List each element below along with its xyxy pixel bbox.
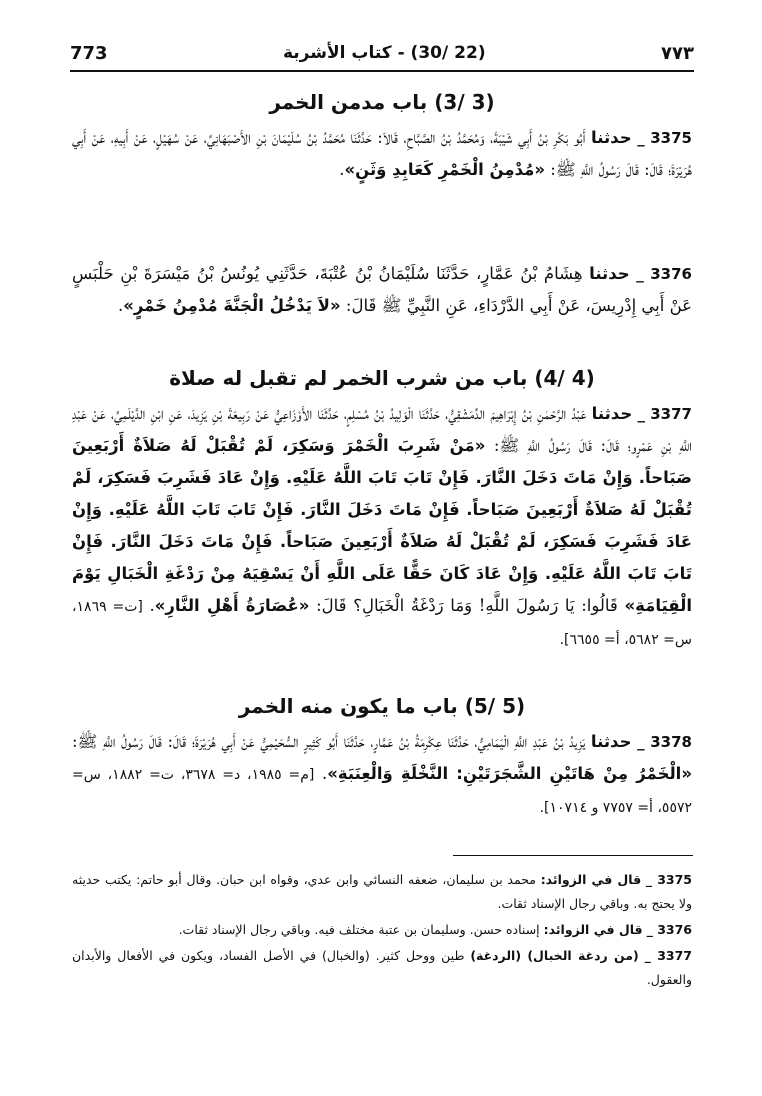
matn-text: «مَنْ شَرِبَ الْخَمْرَ وَسَكِرَ، لَمْ تُقْبَلْ لَهُ صَلاَةٌ أَرْبَعِينَ صَبَاحاً. وَإِنْ مَاتَ دَخَلَ النَّارَ. فَإِنْ تَابَ تَابَ اللَّهُ عَلَيْهِ. وَإِنْ عَادَ فَشَرِبَ فَسَكِرَ، لَمْ تُقْبَلْ لَهُ صَلاَةٌ أَرْبَعِينَ صَبَاحاً. فَإِنْ مَاتَ دَخَلَ النَّارَ. فَإِنْ تَابَ تَابَ اللَّهُ عَلَيْهِ. وَإِنْ عَادَ فَشَرِبَ فَسَكِرَ، لَمْ تُقْبَلْ لَهُ صَلاَةٌ أَرْبَعِينَ صَبَاحاً. فَإِنْ مَاتَ دَخَلَ النَّارَ. فَإِنْ تَابَ تَابَ اللَّهُ عَلَيْهِ. وَإِنْ عَادَ كَانَ حَقًّا عَلَى اللَّهِ أَنْ يَسْقِيَهُ مِنْ رَدْغَةِ الْخَبَالِ يَوْمَ الْقِيَامَةِ»	[72, 436, 693, 615]
matn-text: «الْخَمْرُ مِنْ هَاتَيْنِ الشَّجَرَتَيْنِ: النَّخْلَةِ وَالْعِنَبَةِ»	[327, 764, 692, 783]
footnote-number: 3377 _	[644, 948, 692, 963]
matn-text: «لاَ يَدْخُلُ الْجَنَّةَ مُدْمِنُ خَمْرٍ»	[123, 296, 341, 315]
hadith-3376	[72, 258, 692, 322]
hadith-3377	[72, 398, 692, 656]
hadith-number: 3378 _	[637, 733, 692, 751]
haddathana-word: حدثنا	[589, 264, 630, 283]
footnote-3375	[72, 868, 692, 916]
isnad-text: عَبْدُ الرَّحْمٰنِ بْنُ إِبْرَاهِيمَ الدِّمَشْقِيُّ، حَدَّثَنَا الْوَلِيدُ بْنُ مُسْلِمٍ، حَدَّثَنَا الأَوْزَاعِيُّ عَنْ رَبِيعَةَ بْنِ يَزِيدَ، عَنِ ابْنِ الدَّيْلَمِيِّ، عَنْ عَبْدِ اللَّهِ بْنِ عَمْرٍو؛ قَالَ: قَالَ رَسُولُ اللَّهِ ﷺ:	[72, 404, 693, 455]
hadith-3378	[72, 726, 692, 824]
section-title: (4 /4) باب من شرب الخمر لم تقبل له صلاة	[169, 366, 595, 390]
page-header	[70, 36, 694, 72]
footnote-label: قال في الزوائد:	[543, 922, 643, 937]
hadith-references: [ت= ١٨٦٩، س= ٥٦٨٢، أ= ٦٦٥٥].	[72, 599, 692, 648]
isnad-text: أَبُو بَكْرِ بْنُ أَبِي شَيْبَةَ، وَمُحَمَّدُ بْنُ الصَّبَّاحِ، قَالاَ: حَدَّثَنَا مُحَمَّدُ بْنُ سُلَيْمَانَ بْنِ الأَصْبَهَانِيِّ، عَنْ سُهَيْلٍ، عَنْ أَبِيهِ، عَنْ أَبِي هُرَيْرَةَ؛ قَالَ: قَالَ رَسُولُ اللَّهِ ﷺ:	[72, 128, 692, 179]
chapter-title: (22 /30) - كتاب الأشربة	[282, 43, 486, 63]
haddathana-word: حدثنا	[590, 732, 632, 751]
haddathana-word: حدثنا	[591, 128, 632, 147]
footnote-3377	[72, 944, 692, 992]
section-title: (5 /5) باب ما يكون منه الخمر	[238, 694, 526, 718]
footnote-number: 3376 _	[646, 922, 692, 937]
hadith-number: 3377 _	[637, 405, 692, 423]
page-number-latin: 773	[70, 42, 108, 64]
page-number-arabic: ٧٧٣	[661, 42, 694, 64]
footnote-number: 3375 _	[645, 872, 692, 887]
matn-text: «مُدْمِنُ الْخَمْرِ كَعَابِدِ وَثَنٍ»	[344, 160, 546, 179]
end-punct: .	[117, 296, 124, 315]
hadith-number: 3375 _	[637, 129, 692, 147]
end-punct: .	[321, 764, 328, 783]
footnote-text: إسناده حسن. وسليمان بن عتبة مختلف فيه. وباقي رجال الإسناد ثقات.	[178, 922, 540, 937]
isnad-text: يَزِيدُ بْنُ عَبْدِ اللَّهِ الْيَمَامِيُّ، حَدَّثَنَا عِكْرِمَةُ بْنُ عَمَّارٍ، حَدَّثَنَا أَبُو كَثِيرٍ السُّحَيْمِيُّ عَنْ أَبِي هُرَيْرَةَ؛ قَالَ: قَالَ رَسُولُ اللَّهِ ﷺ:	[72, 732, 586, 751]
footnote-label: (من ردغة الخبال) (الردغة)	[470, 948, 639, 963]
matn-text-2: «عُصَارَةُ أَهْلِ النَّارِ»	[154, 596, 310, 615]
hadith-3375	[72, 122, 692, 186]
footnote-label: قال في الزوائد:	[540, 872, 642, 887]
footnote-text: طين ووحل كثير. (والخبال) في الأصل الفساد، ويكون في الأفعال والأبدان والعقول.	[72, 948, 692, 987]
hadith-number: 3376 _	[636, 265, 692, 283]
footnote-separator	[453, 855, 693, 856]
hadith-references: [م= ١٩٨٥، د= ٣٦٧٨، ت= ١٨٨٢، س= ٥٥٧٢، أ= ٧٧٥٧ و ١٠٧١٤].	[72, 767, 692, 816]
haddathana-word: حدثنا	[591, 404, 633, 423]
end-punct: .	[339, 160, 345, 179]
section-title: (3 /3) باب مدمن الخمر	[269, 90, 495, 114]
question-text: قَالُوا: يَا رَسُولَ اللَّهِ! وَمَا رَدْغَةُ الْخَبَالِ؟ قَالَ:	[316, 596, 618, 615]
end-punct: .	[149, 596, 155, 615]
footnote-text: محمد بن سليمان، ضعفه النسائي وابن عدي، وقواه ابن حبان. وقال أبو حاتم: يكتب حديثه ولا يحتج به. وباقي رجال الإسناد ثقات.	[72, 872, 692, 911]
footnote-3376	[72, 918, 692, 942]
isnad-text: هِشَامُ بْنُ عَمَّارٍ، حَدَّثَنَا سُلَيْمَانُ بْنُ عُتْبَةَ، حَدَّثَنِي يُونُسُ بْنُ مَيْسَرَةَ بْنِ حَلْبَسٍ عَنْ أَبِي إِدْرِيسَ، عَنْ أَبِي الدَّرْدَاءِ، عَنِ النَّبِيِّ ﷺ قَالَ:	[72, 264, 692, 315]
